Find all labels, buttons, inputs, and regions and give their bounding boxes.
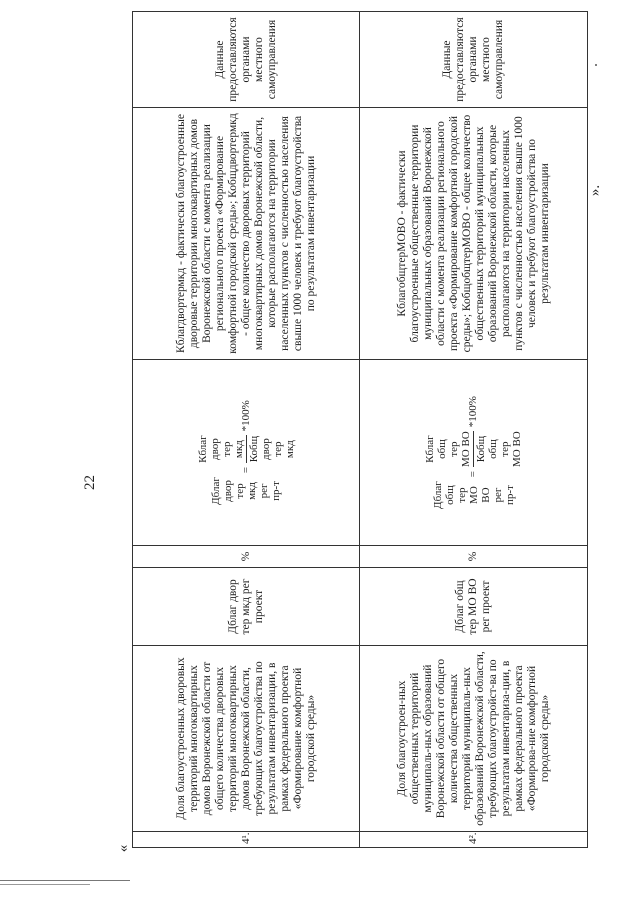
formula-fraction	[424, 431, 523, 467]
closing-quote: ».	[587, 184, 604, 197]
indicator-table-rotated	[132, 12, 587, 848]
data-source: Данные предоставляются органами местного самоуправления	[133, 12, 360, 108]
row-number: 4².	[360, 832, 588, 848]
scan-edge-line	[0, 880, 130, 881]
formula-cell	[360, 360, 588, 546]
indicator-description: КблагобщтерМОВО - фактически благоустроенные общественные территории муниципальных образований Воронежской области с момента реализации регионального проекта «Формирование комфортной городской среды»; КобщобщтерМОВО - общее количество общественных территорий муниципальных образований Воронежской области, которые располагаются на территории населенных пунктов с численностью населения свыше 1000 человек и требуют благоустройства по результатам инвентаризации	[360, 108, 588, 360]
page-number: 22	[82, 475, 98, 490]
indicator-code: Дблаг общ тер МО ВО рег проект	[360, 568, 588, 646]
formula-denominator: Кобщ двор тер мкд	[247, 435, 296, 463]
formula-numerator: Кблаг двор тер мкд	[196, 435, 245, 463]
unit: %	[133, 546, 360, 568]
formula-multiplier: *100%	[467, 396, 479, 428]
formula-equals: =	[467, 471, 479, 478]
formula-left: Дблаг двор тер мкд рег пр-т	[210, 477, 282, 505]
opening-quote: «	[115, 844, 132, 853]
formula-multiplier: *100%	[239, 400, 252, 432]
scan-edge-line	[0, 884, 90, 885]
indicator-name: Доля благоустроенных дворовых территорий многоквартирных домов Воронежской области от общего количества дворовых территорий многоквартирных домов Воронежской области, требующих благоустройства по результатам инвентаризации, в рамках федерального проекта «Формирование комфортной городской среды»	[133, 646, 360, 832]
unit: %	[360, 546, 588, 568]
table-row	[133, 12, 360, 848]
fraction-bar	[246, 435, 247, 463]
indicator-description: Кблагдвортермкд - фактически благоустроенные дворовые территории многоквартирных домов Воронежской области с момента реализации регионального проекта «Формирование комфортной городской среды»; Кобщдвортермкд - общее количество дворовых территорий многоквартирных домов Воронежской области, которые располагаются на территории населенных пунктов с численностью населения свыше 1000 человек и требуют благоустройства по результатам инвентаризации	[133, 108, 360, 360]
table-row	[360, 12, 588, 848]
row-number: 4¹.	[133, 832, 360, 848]
formula-equals: =	[239, 466, 252, 474]
formula-fraction	[197, 435, 296, 463]
data-source: Данные предоставляются органами местного самоуправления	[360, 12, 588, 108]
scan-speck	[595, 64, 597, 66]
formula-left: Дблаг общ тер МО ВО рег пр-т	[431, 481, 516, 509]
formula-denominator: Кобщ общ тер МО ВО	[475, 431, 523, 467]
fraction-bar	[473, 431, 474, 467]
formula	[197, 363, 296, 542]
formula-cell	[133, 360, 360, 546]
formula-numerator: Кблаг общ тер МО ВО	[424, 431, 472, 467]
indicator-table	[132, 11, 588, 848]
indicator-code: Дблаг двор тер мкд рег проект	[133, 568, 360, 646]
formula	[424, 363, 523, 542]
indicator-name: Доля благоустроен-ных общественных территорий муниципаль-ных образований Воронежской области от общего количества общественных территорий муниципаль-ных образований Воронежской области, требующих благоустройст-ва по результатам инвентариза-ции, в рамках федерального проекта «Формирова-ние комфортной городской среды»	[360, 646, 588, 832]
